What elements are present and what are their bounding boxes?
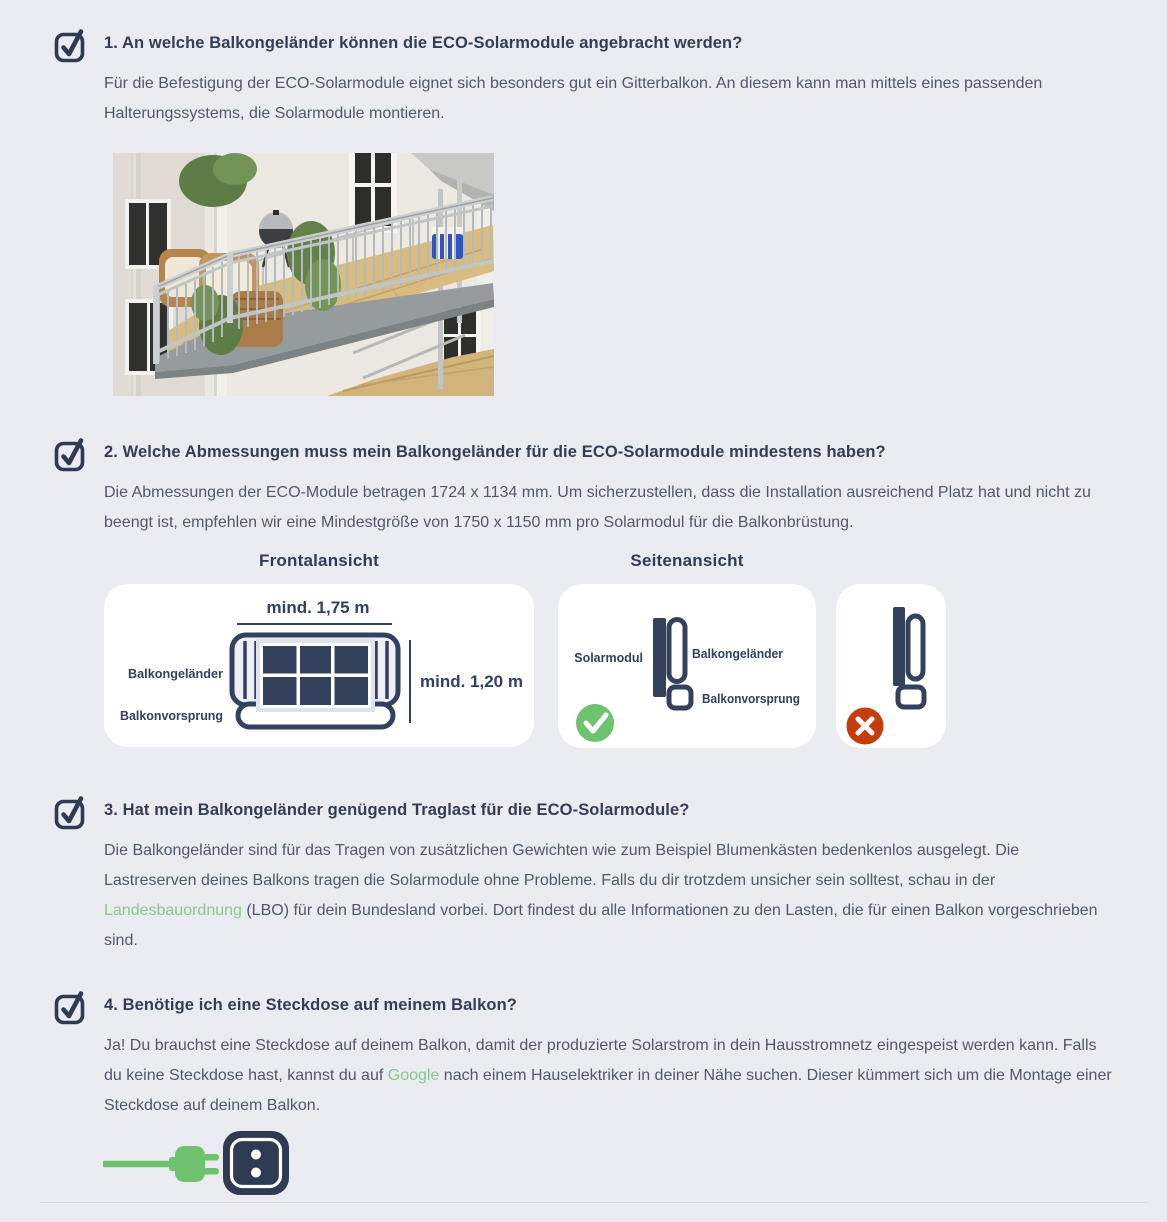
bottom-divider (40, 1202, 1148, 1203)
railing-label: Balkongeländer (128, 666, 223, 681)
checked-checkbox-icon (53, 795, 89, 831)
min-height-label: mind. 1,20 m (420, 672, 523, 691)
google-link[interactable]: Google (387, 1067, 440, 1084)
faq-answer-1-text: Für die Befestigung der ECO-Solarmodule eignet sich besonders gut ein Gitterbalkon. An diesem kann man mittels eines passenden Halterungssystems, die Solarmodule montieren. (104, 75, 1043, 122)
faq-item-3 (53, 795, 1115, 956)
plug-socket-icon (103, 1128, 290, 1196)
ledge-label: Balkonvorsprung (120, 708, 224, 723)
side-view-wrong-card (836, 584, 946, 748)
min-width-label: mind. 1,75 m (266, 598, 370, 617)
frontal-view-diagram (104, 584, 534, 747)
side-view-correct-card (558, 584, 816, 748)
faq-item-1 (53, 28, 1115, 129)
railing-label: Balkongeländer (692, 647, 784, 661)
faq-answer-4-before: Ja! Du brauchst eine Steckdose auf deinem Balkon, damit der produzierte Solarstrom in dein Hausstromnetz eingespeist werden kann. Falls du keine Steckdose hast, kannst du auf (104, 1037, 1097, 1084)
faq-question-2: 2. Welche Abmessungen muss mein Balkongeländer für die ECO-Solarmodule mindestens haben? (104, 443, 886, 461)
faq-item-4 (53, 990, 1115, 1121)
faq-answer-2-text: Die Abmessungen der ECO-Module betragen 1724 x 1134 mm. Um sicherzustellen, dass die Installation ausreichend Platz hat und nicht zu beengt ist, empfehlen wir eine Mindestgröße von 1750 x 1150 mm pro Solarmodul für die Balkonbrüstung. (104, 484, 1091, 531)
faq-answer-3-before: Die Balkongeländer sind für das Tragen von zusätzlichen Gewichten wie zum Beispiel Blumenkästen bedenkenlos ausgelegt. Die Lastreserven deines Balkons tragen die Solarmodule ohne Probleme. Falls du dir trotzdem unsicher sein solltest, schau in der (104, 842, 1020, 889)
side-view-correct-diagram (558, 584, 816, 748)
module-label: Solarmodul (574, 651, 643, 665)
checked-checkbox-icon (53, 437, 89, 473)
balcony-photo (113, 153, 494, 396)
faq-question-4: 4. Benötige ich eine Steckdose auf meinem Balkon? (104, 996, 517, 1014)
cross-circle-icon (847, 708, 884, 745)
faq-answer-1 (104, 69, 1115, 129)
frontal-view-card (104, 584, 534, 747)
faq-answer-3-after: (LBO) für dein Bundesland vorbei. Dort findest du alle Informationen zu den Lasten, die für einen Balkon vorgeschrieben sind. (104, 902, 1098, 949)
faq-question-1: 1. An welche Balkongeländer können die ECO-Solarmodule angebracht werden? (104, 34, 743, 52)
faq-answer-2 (104, 478, 1115, 538)
checked-checkbox-icon (53, 28, 89, 64)
solar-panel (256, 639, 375, 712)
faq-answer-4-after: nach einem Hauselektriker in deiner Nähe suchen. Dieser kümmert sich um die Montage einer Steckdose auf deinem Balkon. (104, 1067, 1112, 1114)
check-circle-icon (576, 704, 614, 742)
ledge-label: Balkonvorsprung (702, 692, 800, 706)
faq-item-2 (53, 437, 1115, 538)
faq-answer-3 (104, 836, 1115, 956)
frontal-view-title: Frontalansicht (259, 551, 379, 570)
faq-question-3: 3. Hat mein Balkongeländer genügend Traglast für die ECO-Solarmodule? (104, 801, 690, 819)
faq-answer-4 (104, 1031, 1115, 1121)
side-view-wrong-diagram (836, 584, 946, 748)
landesbauordnung-link[interactable]: Landesbauordnung (104, 902, 242, 919)
side-view-title: Seitenansicht (630, 551, 744, 570)
checked-checkbox-icon (53, 990, 89, 1026)
